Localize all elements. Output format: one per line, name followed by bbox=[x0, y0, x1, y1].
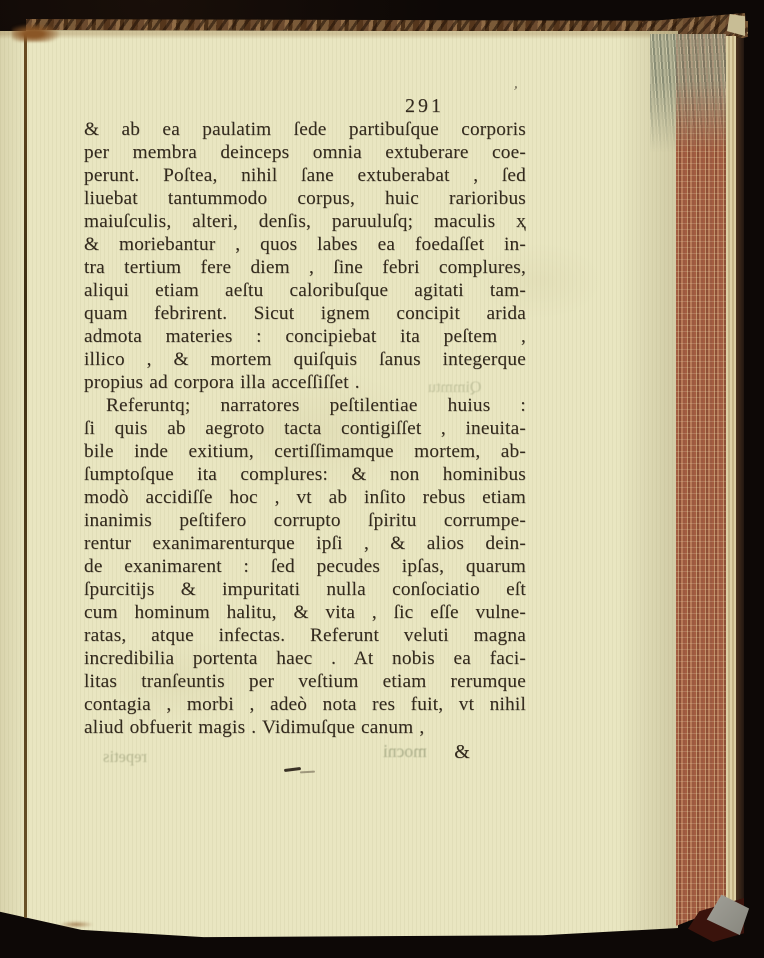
show-through-text: repetis bbox=[103, 747, 147, 766]
text-line: tra tertium fere diem , ſine febri complures, bbox=[84, 257, 526, 278]
text-line: ſumptoſque ita complures: & non hominibus bbox=[84, 464, 526, 485]
page-number: 291 bbox=[405, 95, 444, 117]
fore-edge-outer-strip bbox=[726, 36, 736, 916]
bottom-edge-stain bbox=[58, 921, 94, 928]
show-through-text: mocni bbox=[383, 741, 427, 761]
text-line: inanimis peſtifero corrupto ſpiritu corrumpe- bbox=[84, 510, 526, 531]
show-through-text: Qimmtu bbox=[428, 379, 482, 396]
text-line: litas tranſeuntis per veſtium etiam rerumque bbox=[84, 671, 526, 692]
text-line: aliud obfuerit magis . Vidimuſque canum , bbox=[84, 717, 425, 738]
text-line: quam febrirent. Sicut ignem concipit arida bbox=[84, 303, 526, 324]
text-line: ſpurcitijs & impuritati nulla conſociatio eſt bbox=[84, 579, 526, 600]
stray-ink-mark: ’ bbox=[510, 83, 519, 101]
page-gutter-crease bbox=[24, 34, 27, 918]
text-line: contagia , morbi , adeò nota res fuit, vt nihil bbox=[84, 694, 526, 715]
text-line: bile inde exitium, certiſſimamque mortem, ab- bbox=[84, 441, 526, 462]
gutter-stain bbox=[12, 24, 60, 42]
text-line: & ab ea paulatim ſede partibuſque corporis bbox=[84, 119, 526, 140]
text-line: illico , & mortem quiſquis ſanus integerque bbox=[84, 349, 526, 370]
text-line: cum hominum halitu, & vita , ſic eſſe vulne- bbox=[84, 602, 526, 623]
text-line: modò accidiſſe hoc , vt ab inſito rebus etiam bbox=[84, 487, 526, 508]
text-line: per membra deinceps omnia extuberare coe- bbox=[84, 142, 526, 163]
text-line: & moriebantur , quos labes ea foedaſſet in- bbox=[84, 234, 526, 255]
text-line: ſi quis ab aegroto tacta contigiſſet , ineuita- bbox=[84, 418, 526, 439]
catchword: & bbox=[454, 741, 470, 763]
text-block bbox=[84, 118, 526, 739]
cover-board-side bbox=[736, 38, 744, 912]
text-line: rentur exanimarenturque ipſi , & alios dein- bbox=[84, 533, 526, 554]
text-line: de exanimarent : ſed pecudes ipſas, quarum bbox=[84, 556, 526, 577]
text-line: propius ad corpora illa acceſſiſſet . bbox=[84, 372, 360, 393]
fore-edge-pages bbox=[676, 34, 726, 926]
text-line: perunt. Poſtea, nihil ſane extuberabat , ſed bbox=[84, 165, 526, 186]
text-line: maiuſculis, alteri, denſis, paruuluſq; maculis ҳ bbox=[84, 211, 526, 232]
text-line: liuebat tantummodo corpus, huic rarioribus bbox=[84, 188, 526, 209]
text-line: admota materies : concipiebat ita peſtem , bbox=[84, 326, 526, 347]
text-line: aliqui etiam aeſtu caloribuſque agitati tam- bbox=[84, 280, 526, 301]
text-line: Referuntq; narratores peſtilentiae huius : bbox=[106, 395, 526, 416]
fore-edge-top-shading bbox=[650, 34, 726, 152]
text-line: ratas, atque infectas. Referunt veluti magna bbox=[84, 625, 526, 646]
text-line: incredibilia portenta haec . At nobis ea faci- bbox=[84, 648, 526, 669]
